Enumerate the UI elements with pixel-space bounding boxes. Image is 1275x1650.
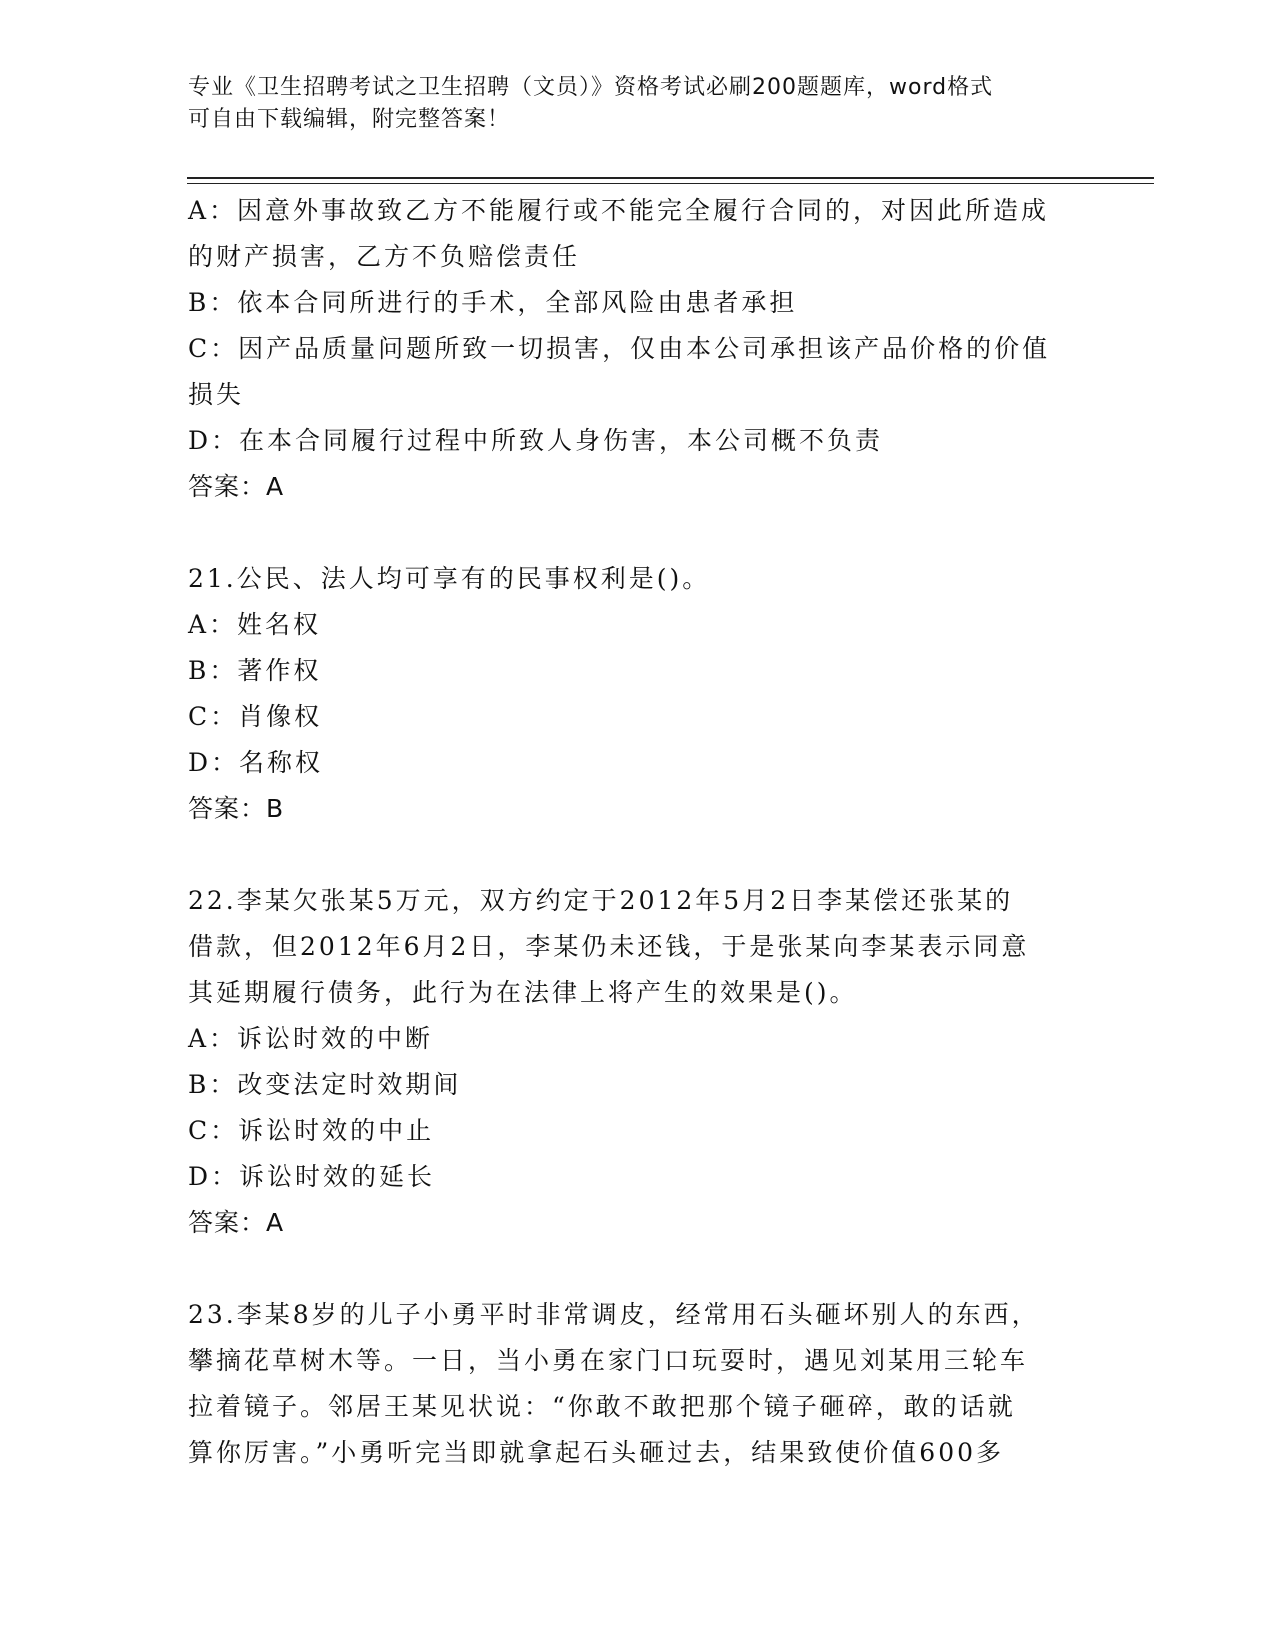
- spacer: [188, 832, 1088, 878]
- option-c-line-1: C：因产品质量问题所致一切损害，仅由本公司承担该产品价格的价值: [188, 334, 1051, 363]
- option-b: B：著作权: [188, 656, 322, 685]
- document-body: [188, 188, 1088, 1476]
- option-c: C：诉讼时效的中止: [188, 1116, 435, 1145]
- option-d: D：名称权: [188, 748, 324, 777]
- answer: 答案：A: [188, 1208, 285, 1237]
- document-header: [188, 72, 1068, 136]
- question-20-continued: [188, 188, 1088, 510]
- option-a-line-2: 的财产损害，乙方不负赔偿责任: [188, 242, 581, 271]
- spacer: [188, 1246, 1088, 1292]
- header-line-2: 可自由下载编辑，附完整答案！: [188, 107, 511, 132]
- question-stem-line-3: 拉着镜子。邻居王某见状说：“你敢不敢把那个镜子砸碎，敢的话就: [188, 1392, 1016, 1421]
- header-rule-thin: [187, 183, 1154, 184]
- answer: 答案：A: [188, 472, 285, 501]
- option-c: C：肖像权: [188, 702, 323, 731]
- question-stem-line-1: 23.李某8岁的儿子小勇平时非常调皮，经常用石头砸坏别人的东西，: [188, 1300, 1040, 1329]
- spacer: [188, 510, 1088, 556]
- question-stem-line-2: 攀摘花草树木等。一日，当小勇在家门口玩耍时，遇见刘某用三轮车: [188, 1346, 1029, 1375]
- option-a-line-1: A：因意外事故致乙方不能履行或不能完全履行合同的，对因此所造成: [188, 196, 1050, 225]
- option-d: D：在本合同履行过程中所致人身伤害，本公司概不负责: [188, 426, 884, 455]
- question-stem-line-1: 22.李某欠张某5万元，双方约定于2012年5月2日李某偿还张某的: [188, 886, 1014, 915]
- header-rule-thick: [187, 177, 1154, 179]
- question-23: [188, 1292, 1088, 1476]
- option-a: A：姓名权: [188, 610, 322, 639]
- option-c-line-2: 损失: [188, 380, 245, 409]
- question-stem-line-4: 算你厉害。”小勇听完当即就拿起石头砸过去，结果致使价值600多: [188, 1438, 1005, 1467]
- option-d: D：诉讼时效的延长: [188, 1162, 436, 1191]
- question-22: [188, 878, 1088, 1246]
- option-b: B：改变法定时效期间: [188, 1070, 462, 1099]
- question-21: [188, 556, 1088, 832]
- header-line-1: 专业《卫生招聘考试之卫生招聘（文员）》资格考试必刷200题题库，word格式: [188, 75, 994, 100]
- option-a: A：诉讼时效的中断: [188, 1024, 434, 1053]
- question-stem-line-3: 其延期履行债务，此行为在法律上将产生的效果是()。: [188, 978, 858, 1007]
- answer: 答案：B: [188, 794, 285, 823]
- question-stem-line-2: 借款，但2012年6月2日，李某仍未还钱，于是张某向李某表示同意: [188, 932, 1030, 961]
- question-stem: 21.公民、法人均可享有的民事权利是()。: [188, 564, 711, 593]
- option-b: B：依本合同所进行的手术，全部风险由患者承担: [188, 288, 798, 317]
